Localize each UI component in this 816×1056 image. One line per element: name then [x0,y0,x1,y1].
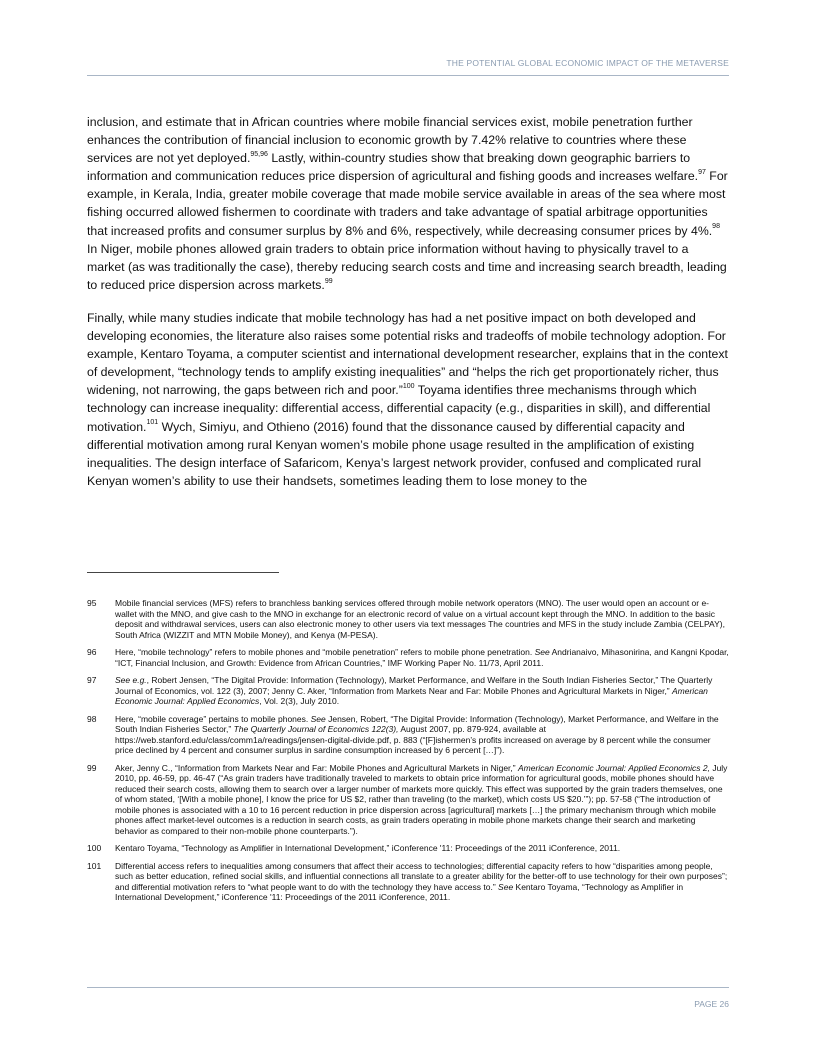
footnote-ref[interactable]: 98 [712,223,720,231]
footnotes [87,598,729,910]
footnote [87,714,729,756]
footnote-text: See e.g., Robert Jensen, “The Digital Provide: Information (Technology), Market Performance, and Welfare in the South Indian Fisheries Sector,” The Quarterly Journal of Economics, vol. 122 (3), 2007; Jenny C. Aker, “Information from Markets Near and Far: Mobile Phones and Agricultural Markets in Niger,” American Economic Journal: Applied Economics, Vol. 2(3), July 2010. [115,675,713,706]
footnote-number: 100 [87,843,102,853]
footnote [87,843,729,854]
footnote-text: Differential access refers to inequalities among consumers that affect their access to technologies; differential capacity refers to how “disparities among people, such as better education, refined social skills, and influential connections all translate to a greater ability for the better-off to use technology for their own purposes”; and differential motivation refers to “what people want to do with the technology they have access to.” See Kentaro Toyama, “Technology as Amplifier in International Development,” iConference '11: Proceedings of the 2011 iConference, 2011. [115,860,728,902]
footnote-ref[interactable]: 97 [698,169,706,177]
footnote [87,763,729,837]
footnote [87,647,729,668]
footnote-number: 101 [87,860,102,871]
body-text [87,113,729,490]
footnote-text: Here, “mobile technology” refers to mobile phones and “mobile penetration” refers to mobile phone penetration. See Andrianaivo, Mihasonirina, and Kangni Kpodar, “ICT, Financial Inclusion, and Growth: Evidence from African Countries,” IMF Working Paper No. 11/73, April 2011. [115,647,729,668]
footnote-text: Kentaro Toyama, “Technology as Amplifier in International Development,” iConference '11: Proceedings of the 2011 iConference, 2011. [115,843,621,853]
footnote-number: 97 [87,675,97,685]
footnote [87,598,729,640]
footnote-text: Here, “mobile coverage” pertains to mobile phones. See Jensen, Robert, “The Digital Provide: Information (Technology), Market Performance, and Welfare in the South Indian Fisheries Sector,” The Quarterly Journal of Economics 122(3), August 2007, pp. 879-924, available at https://web.stanford.edu/class/comm1a/readings/jensen-digital-divide.pdf, p. 883 (“[F]ishermen’s profits increased on average by 8 percent while the consumer price declined by 4 percent and consumer surplus in sardine consumption increased by 6 percent […]”). [115,713,719,755]
footnote-number: 95 [87,598,97,608]
paragraph: inclusion, and estimate that in African countries where mobile financial services exist, mobile penetration further enhances the contribution of financial inclusion to economic growth by 7.42% relative to countries where these services are not yet deployed.$^{95,96}$ Lastly, within-country studies show that breaking down geographic barriers to information and communication reduces price dispersion of agricultural and fishing goods and increases welfare.$^{97}$ For example, in Kerala, India, greater mobile coverage that made mobile service available in areas of the sea where most fishing occurred allowed fishermen to coordinate with traders and take advantage of spatial arbitrage opportunities that increased profits and consumer surplus by 8% and 6%, respectively, while decreasing consumer prices by 4%.$^{98}$ In Niger, mobile phones allowed grain traders to obtain price information without having to physically travel to a market (as was traditionally the case), thereby reducing search costs and time and increasing search breadth, leading to reduced price dispersion across markets.$^{99}$ [87,115,728,292]
footnote-number: 98 [87,713,97,724]
footnote-ref[interactable]: 101 [146,419,159,427]
footnote-separator [87,572,279,573]
footnote-number: 99 [87,762,97,773]
footnote [87,861,729,903]
paragraph: Finally, while many studies indicate that mobile technology has had a net positive impact on both developed and developing economies, the literature also raises some potential risks and tradeoffs of mobile technology adoption. For example, Kentaro Toyama, a computer scientist and international development researcher, explains that in the context of development, “technology tends to amplify existing inequalities” and “helps the rich get proportionately richer, thus widening, not narrowing, the gaps between rich and poor.”$^{100}$ Toyama identifies three mechanisms through which technology can increase inequality: differential access, differential capacity (e.g., disparities in skill), and differential motivation.$^{101}$ Wych, Simiyu, and Othieno (2016) found that the dissonance caused by differential capacity and differential motivation among rural Kenyan women’s mobile phone usage resulted in the amplification of existing inequalities. The design interface of Safaricom, Kenya’s largest network provider, confused and complicated rural Kenyan women’s ability to use their handsets, sometimes leading them to lose money to the [87,310,728,488]
footer-divider [87,987,729,988]
footnote [87,675,729,707]
footnote-number: 96 [87,647,97,657]
footnote-ref[interactable]: 99 [324,277,333,285]
footnote-text: Mobile financial services (MFS) refers to branchless banking services offered through mobile network operators (MNO). The user would open an account or e-wallet with the MNO, and give cash to the MNO in exchange for an electronic record of value on a virtual account kept through the MNO. In addition to the basic deposit and withdrawal services, users can also electronic money to other users via text messages The countries and MFS in the study include Zambia (CELPAY), South Africa (WIZZIT and MTN Mobile Money), and Kenya (M-PESA). [115,598,725,640]
page-number: PAGE 26 [694,999,729,1009]
header-divider [87,75,729,76]
running-header: THE POTENTIAL GLOBAL ECONOMIC IMPACT OF THE METAVERSE [446,58,729,68]
footnote-ref[interactable]: 95,96 [250,151,268,159]
footnote-text: Aker, Jenny C., “Information from Markets Near and Far: Mobile Phones and Agricultural Markets in Niger,” American Economic Journal: Applied Economics 2, July 2010, pp. 46-59, pp. 46-47 (“As grain traders have traditionally traveled to markets to obtain price information for agricultural goods, mobile phones should have reduced their search costs, allowing them to search over a larger number of markets more quickly. This effect was supported by the grain traders themselves, one of whom stated, ‘[With a mobile phone], I know the price for US $2, rather than traveling (to the market), which costs US $20.’”); pp. 57-58 (“The introduction of mobile phones is associated with a 10 to 16 percent reduction in price dispersion across [agricultural] markets […] the primary mechanism through which mobile phones affect market-level outcomes is a reduction in search costs, as grain traders operating in mobile phone markets change their search and marketing behavior as compared to their non-mobile phone counterparts.”). [115,762,728,836]
footnote-ref[interactable]: 100 [402,383,415,391]
